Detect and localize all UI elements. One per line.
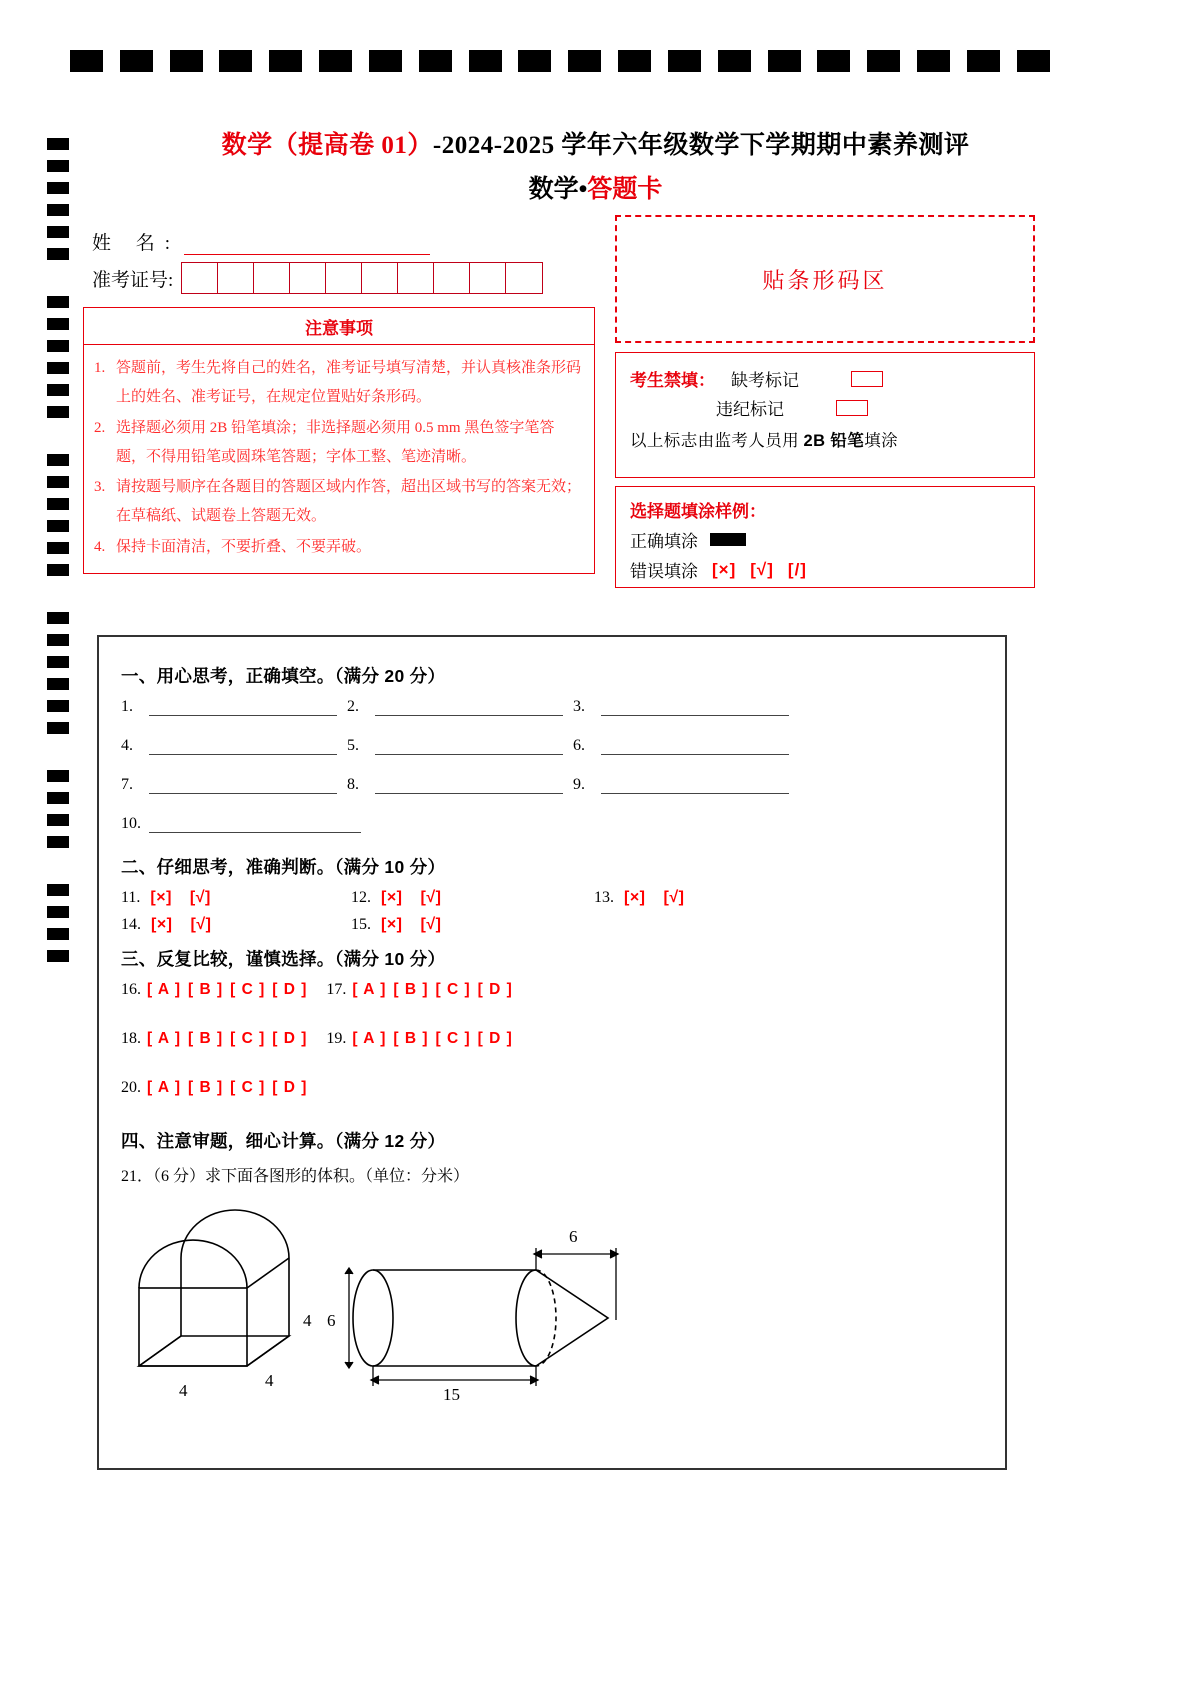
exam-number-cell[interactable] xyxy=(290,263,326,293)
blank-answer-item xyxy=(573,737,799,755)
choice-number: 18. xyxy=(121,1030,141,1047)
answer-area-frame xyxy=(97,635,1007,1470)
blank-write-line[interactable] xyxy=(149,778,337,794)
truefalse-option[interactable]: [√] xyxy=(189,889,211,906)
choice-option[interactable]: [ D ] xyxy=(272,981,308,998)
timing-mark xyxy=(47,700,69,712)
timing-mark xyxy=(47,836,69,848)
truefalse-option[interactable]: [×] xyxy=(624,889,646,906)
timing-mark xyxy=(47,318,69,330)
choice-option[interactable]: [ B ] xyxy=(393,981,429,998)
exam-number-boxes[interactable] xyxy=(181,262,543,294)
section-1-heading: 一、用心思考，正确填空。（满分 20 分） xyxy=(121,666,446,686)
choice-item xyxy=(326,1030,519,1048)
notice-item-number: 1. xyxy=(94,360,106,376)
timing-mark xyxy=(47,542,69,554)
timing-mark xyxy=(47,204,69,216)
truefalse-item xyxy=(121,916,351,934)
truefalse-number: 14. xyxy=(121,916,141,933)
timing-mark xyxy=(47,564,69,576)
choice-option[interactable]: [ B ] xyxy=(187,1079,224,1096)
blank-write-line[interactable] xyxy=(149,739,337,755)
timing-mark xyxy=(47,928,69,940)
timing-mark xyxy=(47,520,69,532)
exam-number-row xyxy=(92,262,543,294)
timing-mark xyxy=(618,50,651,72)
title-answer-card: 答题卡 xyxy=(587,176,663,204)
blank-answer-item xyxy=(573,776,799,794)
blank-answer-item xyxy=(573,698,799,716)
truefalse-item xyxy=(351,889,594,907)
timing-mark xyxy=(1017,50,1050,72)
timing-mark xyxy=(47,362,69,374)
proctor-note-prefix: 以上标志由监考人员用 xyxy=(630,431,804,450)
choice-item xyxy=(121,981,314,999)
timing-mark xyxy=(47,792,69,804)
figure2-cone-label: 6 xyxy=(569,1227,578,1246)
blank-answer-row xyxy=(121,776,983,794)
wrong-fill-mark: [/] xyxy=(787,559,807,579)
choice-number: 20. xyxy=(121,1079,141,1096)
timing-mark xyxy=(47,226,69,238)
notice-item-text: 答题前，考生先将自己的姓名，准考证号填写清楚，并认真核准条形码上的姓名、准考证号，在规定位置贴好条形码。 xyxy=(116,360,582,406)
truefalse-number: 12. xyxy=(351,889,371,906)
notice-item-text: 选择题必须用 2B 铅笔填涂；非选择题必须用 0.5 mm 黑色签字笔答题，不得用铅笔或圆珠笔答题；字体工整、笔迹清晰。 xyxy=(116,419,555,465)
blank-number: 2. xyxy=(347,698,359,715)
choice-option[interactable]: [ D ] xyxy=(272,1030,308,1047)
blank-answer-item xyxy=(347,698,573,716)
choice-item xyxy=(121,1030,314,1048)
choice-option[interactable]: [ C ] xyxy=(435,981,471,998)
timing-mark xyxy=(47,950,69,962)
page-title xyxy=(0,130,1191,205)
proctor-marks-panel xyxy=(615,352,1035,478)
choice-option[interactable]: [ D ] xyxy=(272,1079,308,1096)
choice-option[interactable]: [ B ] xyxy=(187,981,224,998)
notice-item xyxy=(94,533,582,562)
blank-number: 5. xyxy=(347,737,359,754)
timing-mark xyxy=(817,50,850,72)
truefalse-option[interactable]: [√] xyxy=(190,916,212,933)
truefalse-number: 15. xyxy=(351,916,371,933)
choice-option[interactable]: [ A ] xyxy=(352,981,387,998)
truefalse-item xyxy=(351,916,594,934)
timing-mark xyxy=(47,476,69,488)
timing-mark xyxy=(718,50,751,72)
timing-mark xyxy=(47,906,69,918)
blank-answer-row xyxy=(121,815,983,833)
timing-mark xyxy=(47,384,69,396)
timing-mark xyxy=(47,884,69,896)
absent-mark-box[interactable] xyxy=(851,371,883,387)
violation-mark-label: 违纪标记 xyxy=(716,400,784,419)
blank-number: 6. xyxy=(573,737,585,754)
truefalse-option[interactable]: [×] xyxy=(381,916,403,933)
section-4-heading: 四、注意审题，细心计算。（满分 12 分） xyxy=(121,1131,446,1151)
section-2-truefalse xyxy=(121,889,983,934)
choice-option[interactable]: [ A ] xyxy=(147,1030,181,1047)
choice-row xyxy=(121,1030,983,1048)
timing-mark xyxy=(867,50,900,72)
wrong-fill-marks xyxy=(712,560,821,580)
section-3-choices xyxy=(121,981,983,1097)
exam-number-cell[interactable] xyxy=(470,263,506,293)
geometry-figures-svg xyxy=(121,1200,681,1400)
truefalse-option[interactable]: [√] xyxy=(663,889,685,906)
timing-mark xyxy=(518,50,551,72)
name-field-row xyxy=(92,228,430,255)
blank-write-line[interactable] xyxy=(375,778,563,794)
timing-mark xyxy=(47,612,69,624)
blank-number: 3. xyxy=(573,698,585,715)
correct-fill-swatch xyxy=(710,533,746,546)
name-label: 姓 名: xyxy=(92,233,181,254)
question-21-figures xyxy=(121,1200,983,1400)
truefalse-option[interactable]: [×] xyxy=(150,889,172,906)
title-subject: 数学 xyxy=(528,176,579,204)
notice-item-number: 2. xyxy=(94,419,106,436)
blank-answer-item xyxy=(121,698,347,716)
blank-answer-item xyxy=(121,737,347,755)
proctor-note-suffix: 填涂 xyxy=(864,431,899,450)
choice-option[interactable]: [ A ] xyxy=(147,1079,181,1096)
choice-item xyxy=(121,1079,314,1097)
section-1-blanks xyxy=(121,698,983,833)
timing-mark xyxy=(47,340,69,352)
choice-option[interactable]: [ C ] xyxy=(230,1079,266,1096)
blank-answer-row xyxy=(121,698,983,716)
fill-example-panel xyxy=(615,486,1035,588)
blank-answer-item xyxy=(121,815,371,833)
figure2-diameter-label: 6 xyxy=(327,1311,336,1330)
blank-write-line[interactable] xyxy=(601,739,789,755)
timing-mark xyxy=(47,454,69,466)
wrong-fill-label: 错误填涂 xyxy=(630,562,698,581)
timing-mark xyxy=(768,50,801,72)
truefalse-number: 13. xyxy=(594,889,614,906)
wrong-fill-mark: [√] xyxy=(750,559,774,579)
section-3-heading: 三、反复比较，谨慎选择。（满分 10 分） xyxy=(121,949,446,969)
truefalse-option[interactable]: [×] xyxy=(381,889,403,906)
blank-number: 9. xyxy=(573,776,585,793)
timing-mark xyxy=(47,656,69,668)
timing-mark xyxy=(120,50,153,72)
figure2-length-label: 15 xyxy=(443,1385,460,1400)
truefalse-row xyxy=(121,889,983,907)
notice-panel xyxy=(83,307,595,574)
title-separator: • xyxy=(578,176,588,204)
barcode-paste-area xyxy=(615,215,1035,343)
choice-option[interactable]: [ C ] xyxy=(230,981,266,998)
notice-heading: 注意事项 xyxy=(84,308,594,345)
timing-mark xyxy=(47,498,69,510)
timing-mark xyxy=(269,50,302,72)
figure1-depth-label: 4 xyxy=(265,1371,274,1390)
timing-mark xyxy=(419,50,452,72)
choice-number: 17. xyxy=(326,981,347,998)
timing-mark xyxy=(219,50,252,72)
truefalse-option[interactable]: [√] xyxy=(420,916,442,933)
choice-item xyxy=(326,981,519,999)
timing-mark xyxy=(568,50,601,72)
blank-number: 10. xyxy=(121,815,141,832)
choice-option[interactable]: [ B ] xyxy=(393,1030,429,1047)
timing-mark xyxy=(668,50,701,72)
timing-mark xyxy=(47,770,69,782)
truefalse-item xyxy=(594,889,702,907)
truefalse-number: 11. xyxy=(121,889,141,906)
blank-write-line[interactable] xyxy=(601,700,789,716)
notice-item-number: 4. xyxy=(94,538,106,555)
notice-item-text: 请按题号顺序在各题目的答题区域内作答，超出区域书写的答案无效；在草稿纸、试题卷上答题无效。 xyxy=(116,479,582,525)
truefalse-option[interactable]: [×] xyxy=(151,916,173,933)
notice-item-number: 3. xyxy=(94,479,106,495)
title-paper-name: 数学（提高卷 01） xyxy=(221,132,433,159)
blank-number: 4. xyxy=(121,737,133,754)
exam-number-cell[interactable] xyxy=(218,263,254,293)
timing-mark xyxy=(319,50,352,72)
blank-write-line[interactable] xyxy=(375,700,563,716)
choice-option[interactable]: [ C ] xyxy=(230,1030,266,1047)
choice-row xyxy=(121,981,983,999)
figure1-width-label: 4 xyxy=(179,1381,188,1400)
blank-write-line[interactable] xyxy=(601,778,789,794)
exam-number-cell[interactable] xyxy=(398,263,434,293)
section-2-heading: 二、仔细思考，准确判断。（满分 10 分） xyxy=(121,857,446,877)
name-input-line[interactable] xyxy=(184,237,430,255)
timing-mark xyxy=(967,50,1000,72)
figure1-height-label: 4 xyxy=(303,1311,312,1330)
blank-write-line[interactable] xyxy=(149,700,337,716)
timing-mark xyxy=(917,50,950,72)
blank-write-line[interactable] xyxy=(375,739,563,755)
timing-mark xyxy=(47,722,69,734)
blank-number: 1. xyxy=(121,698,133,715)
timing-mark xyxy=(70,50,103,72)
choice-option[interactable]: [ C ] xyxy=(435,1030,471,1047)
notice-item-text: 保持卡面清洁，不要折叠、不要弄破。 xyxy=(116,538,372,555)
choice-option[interactable]: [ B ] xyxy=(187,1030,224,1047)
left-timing-marks xyxy=(47,138,69,1463)
exam-number-cell[interactable] xyxy=(362,263,398,293)
blank-answer-item xyxy=(347,737,573,755)
exam-number-cell[interactable] xyxy=(434,263,470,293)
choice-option[interactable]: [ A ] xyxy=(352,1030,387,1047)
exam-number-cell[interactable] xyxy=(254,263,290,293)
choice-option[interactable]: [ D ] xyxy=(477,981,513,998)
timing-mark xyxy=(469,50,502,72)
timing-mark xyxy=(47,406,69,418)
top-timing-marks xyxy=(70,50,1050,72)
choice-row xyxy=(121,1079,983,1097)
exam-number-cell[interactable] xyxy=(182,263,218,293)
truefalse-item xyxy=(121,889,351,907)
timing-mark xyxy=(369,50,402,72)
choice-option[interactable]: [ A ] xyxy=(147,981,181,998)
blank-number: 7. xyxy=(121,776,133,793)
fill-example-title: 选择题填涂样例： xyxy=(630,502,766,521)
timing-mark xyxy=(47,248,69,260)
choice-number: 16. xyxy=(121,981,141,998)
choice-option[interactable]: [ D ] xyxy=(477,1030,513,1047)
blank-number: 8. xyxy=(347,776,359,793)
timing-mark xyxy=(47,296,69,308)
timing-mark xyxy=(170,50,203,72)
question-21-text: 21．（6 分）求下面各图形的体积。（单位：分米） xyxy=(121,1168,470,1185)
blank-write-line[interactable] xyxy=(149,817,361,833)
blank-answer-item xyxy=(121,776,347,794)
notice-item xyxy=(94,414,582,473)
title-exam-info: -2024-2025 学年六年级数学下学期期中素养测评 xyxy=(432,132,970,159)
exam-number-label: 准考证号: xyxy=(92,269,174,291)
truefalse-option[interactable]: [√] xyxy=(420,889,442,906)
timing-mark xyxy=(47,634,69,646)
exam-number-cell[interactable] xyxy=(326,263,362,293)
notice-list xyxy=(84,345,594,573)
barcode-label: 贴条形码区 xyxy=(762,267,888,293)
proctor-note-bold: 2B 铅笔 xyxy=(803,432,865,450)
timing-mark xyxy=(47,678,69,690)
truefalse-row xyxy=(121,916,983,934)
absent-mark-label: 缺考标记 xyxy=(731,371,799,390)
notice-item xyxy=(94,473,582,532)
violation-mark-box[interactable] xyxy=(836,400,868,416)
blank-answer-row xyxy=(121,737,983,755)
timing-mark xyxy=(47,814,69,826)
wrong-fill-mark: [×] xyxy=(712,559,737,579)
exam-number-cell[interactable] xyxy=(506,263,542,293)
correct-fill-label: 正确填涂 xyxy=(630,532,698,551)
forbidden-title: 考生禁填： xyxy=(630,371,715,390)
choice-number: 19. xyxy=(326,1030,347,1047)
notice-item xyxy=(94,354,582,413)
blank-answer-item xyxy=(347,776,573,794)
